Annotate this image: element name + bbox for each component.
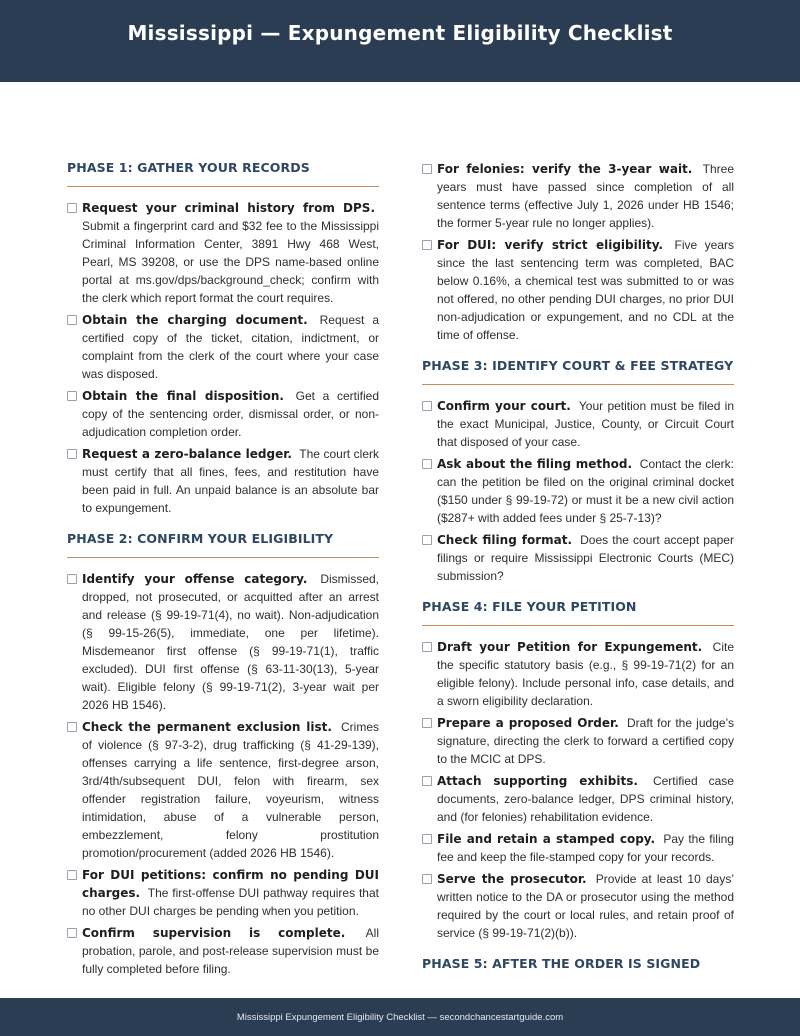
item-text: Crimes of violence (§ 97-3-2), drug trafficking (§ 41-29-139), offenses carrying a life sentence, first-degree arson, 3rd/4th/subsequent DUI, felon with firearm, sex offender registration failure, voyeurism, witness intimidation, abuse of a vulnerable person, embezzlement, felony prostitution promotion/procurement (added 2026 HB 1546).: [82, 720, 379, 860]
checklist-item: [67, 866, 379, 920]
checkbox[interactable]: [422, 535, 432, 545]
item-title: Draft your Petition for Expungement.: [437, 640, 703, 654]
checkbox[interactable]: [67, 870, 77, 880]
page-footer: [0, 998, 800, 1036]
item-text: Certified case documents, zero-balance ledger, DPS criminal history, and (for felonies) rehabilitation evidence.: [437, 774, 734, 824]
item-title: Serve the prosecutor.: [437, 872, 587, 886]
checkbox[interactable]: [422, 240, 432, 250]
phase-1-heading: PHASE 1: GATHER YOUR RECORDS: [67, 160, 379, 187]
checklist-item: [422, 870, 734, 942]
item-text: Contact the clerk: can the petition be filed on the original criminal docket ($150 under § 99-19-72) or must it be a new civil action ($287+ with added fees under § 25-7-13)?: [437, 457, 734, 525]
checkbox[interactable]: [422, 459, 432, 469]
item-title: Check filing format.: [437, 533, 573, 547]
item-text: All probation, parole, and post-release supervision must be fully completed before filing.: [82, 926, 380, 976]
checkbox[interactable]: [67, 315, 77, 325]
item-text: Provide at least 10 days’ written notice to the DA or prosecutor using the method required by the court or local rules, and retain proof of service (§ 99-19-71(2)(b)).: [437, 872, 734, 940]
item-title: Check the permanent exclusion list.: [82, 720, 332, 734]
item-text: Submit a fingerprint card and $32 fee to the Mississippi Criminal Information Center, 3891 Hwy 468 West, Pearl, MS 39208, or use the DPS name-based online portal at ms.gov/dps/background_check; confirm with the clerk which report format the court requires.: [82, 219, 379, 305]
checklist-item: [422, 830, 734, 866]
item-text: Request a certified copy of the ticket, citation, indictment, or complaint from the clerk of the court where your case was disposed.: [82, 313, 379, 381]
checkbox[interactable]: [67, 574, 77, 584]
item-text: Get a certified copy of the sentencing order, dismissal order, or non-adjudication completion order.: [82, 389, 380, 439]
checkbox[interactable]: [422, 401, 432, 411]
left-column: [67, 160, 379, 982]
checkbox[interactable]: [422, 834, 432, 844]
checklist-item: [422, 397, 734, 451]
checklist-item: [67, 445, 379, 517]
item-title: File and retain a stamped copy.: [437, 832, 656, 846]
checklist-item: [422, 772, 734, 826]
item-title: Attach supporting exhibits.: [437, 774, 638, 788]
page-title: Mississippi — Expungement Eligibility Checklist: [127, 21, 673, 45]
checkbox[interactable]: [67, 203, 77, 213]
checklist-item: [422, 714, 734, 768]
item-title: Obtain the charging document.: [82, 313, 308, 327]
item-title: Prepare a proposed Order.: [437, 716, 619, 730]
item-text: Five years since the last sentencing term was completed, BAC below 0.16%, a chemical test was submitted to or was not offered, no other pending DUI charges, no prior DUI non-adjudication or expungement, and no CDL at the time of offense.: [437, 238, 734, 342]
checkbox[interactable]: [422, 874, 432, 884]
item-title: Obtain the final disposition.: [82, 389, 284, 403]
checklist-item: [422, 236, 734, 344]
checklist-item: [67, 199, 379, 307]
checkbox[interactable]: [67, 928, 77, 938]
item-text: Draft for the judge’s signature, directing the clerk to forward a certified copy to the MCIC at DPS.: [437, 716, 734, 766]
checkbox[interactable]: [422, 642, 432, 652]
checklist-item: [67, 387, 379, 441]
item-title: Request your criminal history from DPS.: [82, 201, 375, 215]
item-text: Three years must have passed since completion of all sentence terms (effective July 1, 2026 under HB 1546; the former 5-year rule no longer applies).: [437, 162, 734, 230]
checklist-item: [422, 455, 734, 527]
checkbox[interactable]: [67, 449, 77, 459]
item-text: The first-offense DUI pathway requires that no other DUI charges be pending when you petition.: [82, 886, 379, 918]
item-text: Pay the filing fee and keep the file-stamped copy for your records.: [437, 832, 734, 864]
item-title: Request a zero-balance ledger.: [82, 447, 292, 461]
item-title: Ask about the filing method.: [437, 457, 633, 471]
checkbox[interactable]: [422, 718, 432, 728]
checklist-item: [422, 638, 734, 710]
item-text: The court clerk must certify that all fines, fees, and restitution have been paid in full. An unpaid balance is an absolute bar to expungement.: [82, 447, 379, 515]
checklist-item: [67, 924, 379, 978]
phase-5-heading: PHASE 5: AFTER THE ORDER IS SIGNED: [422, 956, 701, 971]
checkbox[interactable]: [67, 722, 77, 732]
item-title: Identify your offense category.: [82, 572, 308, 586]
item-text: Your petition must be filed in the exact Municipal, Justice, County, or Circuit Court that disposed of your case.: [437, 399, 734, 449]
item-title: For felonies: verify the 3-year wait.: [437, 162, 693, 176]
item-title: Confirm your court.: [437, 399, 571, 413]
page-header: [0, 0, 800, 82]
checkbox[interactable]: [67, 391, 77, 401]
item-text: Does the court accept paper filings or require Mississippi Electronic Courts (MEC) submission?: [437, 533, 734, 583]
item-text: Cite the specific statutory basis (e.g., § 99-19-71(2) for an eligible felony). Include personal info, case details, and a sworn eligibility declaration.: [437, 640, 734, 708]
checklist-item: [67, 718, 379, 862]
item-text: Dismissed, dropped, not prosecuted, or acquitted after an arrest and release (§ 99-19-71(4), no wait). Non-adjudication (§ 99-15-26(5), immediate, one per lifetime). Misdemeanor first offense (§ 99-19-71(1), traffic excluded). DUI first offense (§ 63-11-30(13), 5-year wait). Eligible felony (§ 99-19-71(2), 3-year wait per 2026 HB 1546).: [82, 572, 380, 712]
item-title: Confirm supervision is complete.: [82, 926, 346, 940]
footer-text: Mississippi Expungement Eligibility Checklist — secondchancestartguide.com: [236, 1011, 564, 1023]
checklist-item: [422, 160, 734, 232]
checkbox[interactable]: [422, 776, 432, 786]
phase-3-heading: PHASE 3: IDENTIFY COURT & FEE STRATEGY: [422, 358, 734, 385]
checklist-item: [67, 311, 379, 383]
item-title: For DUI: verify strict eligibility.: [437, 238, 663, 252]
phase-2-heading: PHASE 2: CONFIRM YOUR ELIGIBILITY: [67, 531, 379, 558]
item-title: For DUI petitions: confirm no pending DUI charges.: [82, 868, 379, 900]
right-column: [422, 160, 734, 994]
phase-4-heading: PHASE 4: FILE YOUR PETITION: [422, 599, 734, 626]
checklist-item: [422, 531, 734, 585]
checklist-item: [67, 570, 379, 714]
checkbox[interactable]: [422, 164, 432, 174]
